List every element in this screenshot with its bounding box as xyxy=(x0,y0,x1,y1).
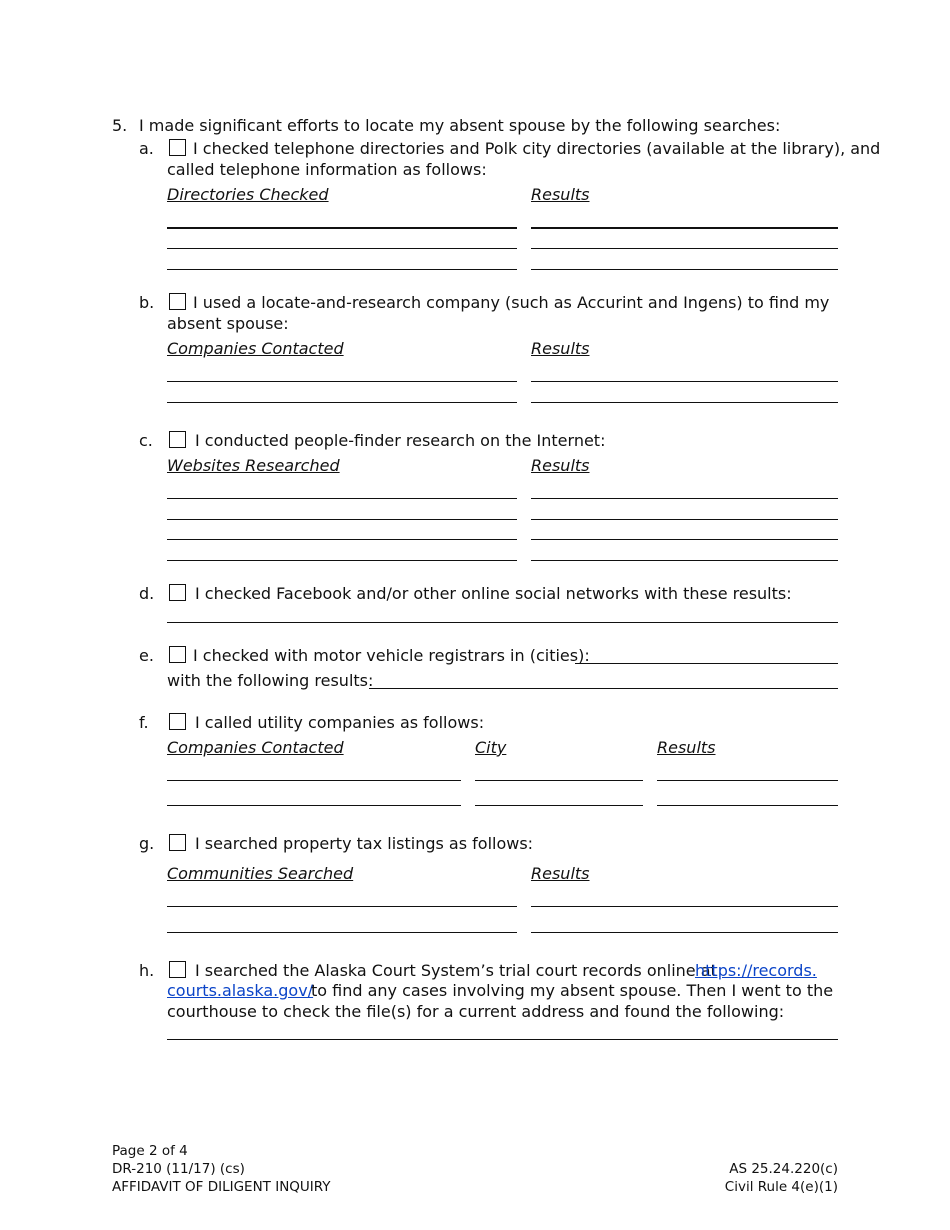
checkbox-a[interactable] xyxy=(169,139,186,156)
item-e-results-line[interactable] xyxy=(369,688,838,689)
item-b-result-line[interactable] xyxy=(531,381,838,382)
item-g-col-communities-searched: Communities Searched xyxy=(167,864,354,883)
item-letter-d: d. xyxy=(139,584,155,603)
item-c-entry-line[interactable] xyxy=(167,519,517,520)
footer-form-title: AFFIDAVIT OF DILIGENT INQUIRY xyxy=(112,1179,331,1195)
item-f-col-results: Results xyxy=(657,738,716,757)
item-a-entry-line[interactable] xyxy=(167,227,517,229)
item-letter-f: f. xyxy=(139,713,149,732)
item-h-text-line1: I searched the Alaska Court System’s trial court records online at xyxy=(195,961,717,980)
item-c-text-line1: I conducted people-finder research on the Internet: xyxy=(195,431,606,450)
item-a-col-directories-checked: Directories Checked xyxy=(167,185,329,204)
court-records-link-cont[interactable]: courts.alaska.gov/ xyxy=(167,981,314,1000)
item-b-result-line[interactable] xyxy=(531,402,838,403)
item-a-text-line2: called telephone information as follows: xyxy=(167,160,487,179)
item-b-entry-line[interactable] xyxy=(167,402,517,403)
item-f-col-companies-contacted: Companies Contacted xyxy=(167,738,344,757)
item-c-col-websites-researched: Websites Researched xyxy=(167,456,340,475)
footer-statute: AS 25.24.220(c) xyxy=(729,1161,838,1177)
item-b-col-companies-contacted: Companies Contacted xyxy=(167,339,344,358)
item-g-result-line[interactable] xyxy=(531,906,838,907)
item-f-result-line[interactable] xyxy=(657,805,838,806)
item-g-result-line[interactable] xyxy=(531,932,838,933)
item-h-result-line[interactable] xyxy=(167,1039,838,1040)
item-b-text-line2: absent spouse: xyxy=(167,314,289,333)
item-letter-g: g. xyxy=(139,834,155,853)
item-letter-h: h. xyxy=(139,961,155,980)
item-e-text-line2: with the following results: xyxy=(167,671,374,690)
item-c-col-results: Results xyxy=(531,456,590,475)
checkbox-h[interactable] xyxy=(169,961,186,978)
item-a-result-line[interactable] xyxy=(531,227,838,229)
item-f-text-line1: I called utility companies as follows: xyxy=(195,713,485,732)
item-f-result-line[interactable] xyxy=(657,780,838,781)
item-e-text-line1: I checked with motor vehicle registrars in (cities): xyxy=(193,646,590,665)
item-f-company-line[interactable] xyxy=(167,805,461,806)
item-f-company-line[interactable] xyxy=(167,780,461,781)
item-b-entry-line[interactable] xyxy=(167,381,517,382)
section-intro: I made significant efforts to locate my absent spouse by the following searches: xyxy=(139,116,781,135)
item-letter-a: a. xyxy=(139,139,154,158)
item-h-text-line2: to find any cases involving my absent spouse. Then I went to the xyxy=(311,981,834,1000)
item-c-entry-line[interactable] xyxy=(167,560,517,561)
checkbox-d[interactable] xyxy=(169,584,186,601)
item-c-entry-line[interactable] xyxy=(167,498,517,499)
item-f-city-line[interactable] xyxy=(475,805,643,806)
checkbox-c[interactable] xyxy=(169,431,186,448)
item-a-entry-line[interactable] xyxy=(167,269,517,270)
checkbox-b[interactable] xyxy=(169,293,186,310)
item-letter-b: b. xyxy=(139,293,155,312)
court-records-link[interactable]: https://records. xyxy=(695,961,817,980)
item-d-text-line1: I checked Facebook and/or other online social networks with these results: xyxy=(195,584,792,603)
item-c-result-line[interactable] xyxy=(531,519,838,520)
checkbox-e[interactable] xyxy=(169,646,186,663)
item-a-col-results: Results xyxy=(531,185,590,204)
item-d-result-line[interactable] xyxy=(167,622,838,623)
item-c-result-line[interactable] xyxy=(531,498,838,499)
footer-rule: Civil Rule 4(e)(1) xyxy=(724,1179,838,1195)
footer-form-id: DR-210 (11/17) (cs) xyxy=(112,1161,245,1177)
checkbox-f[interactable] xyxy=(169,713,186,730)
item-f-col-city: City xyxy=(475,738,507,757)
item-a-result-line[interactable] xyxy=(531,269,838,270)
item-g-entry-line[interactable] xyxy=(167,932,517,933)
item-g-text-line1: I searched property tax listings as follows: xyxy=(195,834,534,853)
item-letter-c: c. xyxy=(139,431,153,450)
item-b-text-line1: I used a locate-and-research company (such as Accurint and Ingens) to find my xyxy=(193,293,830,312)
item-c-result-line[interactable] xyxy=(531,539,838,540)
item-e-cities-line[interactable] xyxy=(575,663,838,664)
item-a-result-line[interactable] xyxy=(531,248,838,249)
item-g-entry-line[interactable] xyxy=(167,906,517,907)
item-c-result-line[interactable] xyxy=(531,560,838,561)
item-f-city-line[interactable] xyxy=(475,780,643,781)
item-a-text-line1: I checked telephone directories and Polk city directories (available at the library), and xyxy=(193,139,881,158)
item-g-col-results: Results xyxy=(531,864,590,883)
checkbox-g[interactable] xyxy=(169,834,186,851)
footer-page-number: Page 2 of 4 xyxy=(112,1143,188,1159)
item-h-text-line3: courthouse to check the file(s) for a current address and found the following: xyxy=(167,1002,785,1021)
item-c-entry-line[interactable] xyxy=(167,539,517,540)
item-a-entry-line[interactable] xyxy=(167,248,517,249)
item-b-col-results: Results xyxy=(531,339,590,358)
item-letter-e: e. xyxy=(139,646,154,665)
section-number: 5. xyxy=(112,116,128,135)
